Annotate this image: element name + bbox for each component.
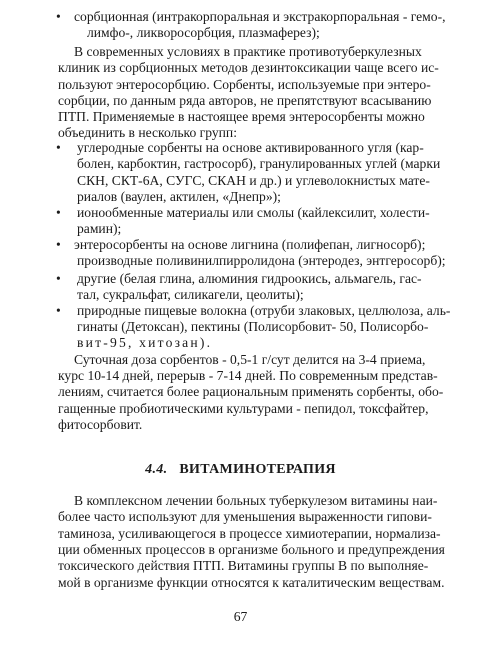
bullet-marker: • (56, 9, 61, 24)
text-line: рамин); (77, 221, 122, 236)
text-line: пользуют энтеросорбцию. Сорбенты, используемые при энтеро- (58, 77, 431, 92)
bullet-marker: • (56, 271, 61, 286)
text-line: клиник из сорбционных методов дезинтоксикации чаще всего ис- (58, 60, 439, 75)
text-line: таминоза, усиливающегося в процессе химиотерапии, нормализа- (58, 526, 441, 541)
text-line: более часто используют для уменьшения выраженности гипови- (58, 509, 432, 524)
section-heading (0, 462, 481, 478)
text-line: риалов (ваулен, актилен, «Днепр»); (77, 189, 281, 204)
text-line: В комплексном лечении больных туберкулезом витамины наи- (74, 493, 438, 508)
bullet-marker: • (56, 140, 61, 155)
text-line: лениям, считается более рациональным применять сорбенты, обо- (58, 384, 444, 399)
text-line: курс 10-14 дней, перерыв - 7-14 дней. По современным представ- (58, 368, 438, 383)
bullet-marker: • (56, 205, 61, 220)
text-line: СКН, СКТ-6А, СУГС, СКАН и др.) и углеволокнистых мате- (77, 173, 430, 188)
text-line: вит-95, хитозан). (77, 335, 213, 350)
text-line: углеродные сорбенты на основе активированного угля (кар- (77, 140, 424, 155)
text-line: токсического действия ПТП. Витамины группы В по выполняе- (58, 558, 429, 573)
text-line: тал, сукральфат, силикагели, цеолиты); (77, 287, 304, 302)
section-title: ВИТАМИНОТЕРАПИЯ (179, 462, 336, 477)
text-line: лимфо-, ликворосорбция, плазмаферез); (87, 25, 320, 40)
text-line: фитосорбовит. (58, 417, 143, 432)
text-line: сорбции, по данным ряда авторов, не препятствуют всасыванию (58, 93, 432, 108)
text-line: ции обменных процессов в организме больного и предупреждения (58, 542, 445, 557)
page-number: 67 (233, 609, 248, 624)
text-line: производные поливинилпирролидона (энтеродез, энтгеросорб); (77, 253, 446, 268)
text-line: ПТП. Применяемые в настоящее время энтеросорбенты можно (58, 109, 425, 124)
text-line: Суточная доза сорбентов - 0,5-1 г/сут делится на 3-4 приема, (74, 352, 426, 367)
text-line: гинаты (Детоксан), пектины (Полисорбовит- 50, Полисорбо- (77, 319, 429, 334)
text-line: другие (белая глина, алюминия гидроокись, альмагель, гас- (77, 271, 422, 286)
text-line: мой в организме функции относятся к каталитическим веществам. (58, 575, 445, 590)
text-line: ионообменные материалы или смолы (кайлексилит, холести- (77, 205, 430, 220)
bullet-marker: • (56, 303, 61, 318)
text-line: объединить в несколько групп: (58, 125, 237, 140)
section-number: 4.4. (145, 462, 168, 477)
text-line: энтеросорбенты на основе лигнина (полифепан, лигносорб); (74, 237, 426, 252)
text-line: сорбционная (интракорпоральная и экстракорпоральная - гемо-, (74, 9, 446, 24)
text-line: В современных условиях в практике противотуберкулезных (74, 44, 422, 59)
text-line: гащенные пробиотическими культурами - пепидол, токсфайтер, (58, 401, 429, 416)
bullet-marker: • (56, 237, 61, 252)
text-line: болен, карбоктин, гастросорб), гранулированных углей (марки (77, 156, 441, 171)
text-line: природные пищевые волокна (отруби злаковых, целлюлоза, аль- (77, 303, 451, 318)
